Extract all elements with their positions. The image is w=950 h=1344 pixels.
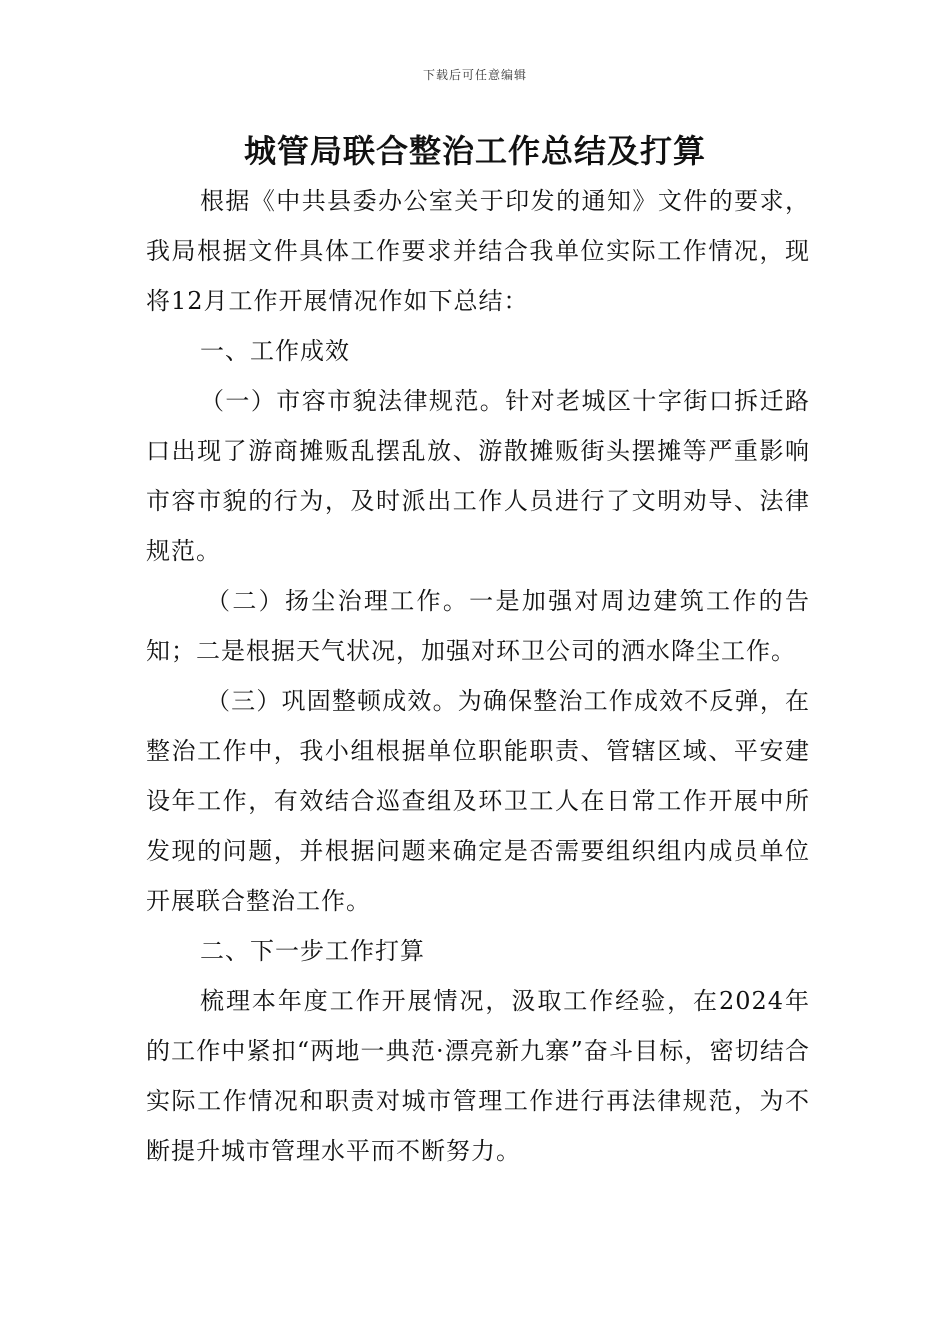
paragraph-market-regulation: （一）市容市貌法律规范。针对老城区十字街口拆迁路口出现了游商摊贩乱摆乱放、游散摊贩街头摆摊等严重影响市容市貌的行为，及时派出工作人员进行了文明劝导、法律规范。 xyxy=(146,387,810,565)
intro-paragraph: 根据《中共县委办公室关于印发的通知》文件的要求，我局根据文件具体工作要求并结合我单位实际工作情况，现将12月工作开展情况作如下总结： xyxy=(146,187,810,315)
section-heading-next-steps: 二、下一步工作打算 xyxy=(200,937,425,965)
paragraph-next-year-plan: 梳理本年度工作开展情况，汲取工作经验，在2024年的工作中紧扣“两地一典范·漂亮新九寨”奋斗目标，密切结合实际工作情况和职责对城市管理工作进行再法律规范，为不断提升城市管理水平而不断努力。 xyxy=(146,987,810,1165)
paragraph-consolidation: （三）巩固整顿成效。为确保整治工作成效不反弹，在整治工作中，我小组根据单位职能职责、管辖区域、平安建设年工作，有效结合巡查组及环卫工人在日常工作开展中所发现的问题，并根据问题来确定是否需要组织组内成员单位开展联合整治工作。 xyxy=(146,687,810,915)
document-body xyxy=(146,176,810,1176)
header-note: 下载后可任意编辑 xyxy=(422,68,527,82)
section-heading-results: 一、工作成效 xyxy=(200,337,350,365)
document-title: 城管局联合整治工作总结及打算 xyxy=(243,132,706,170)
paragraph-dust-control: （二）扬尘治理工作。一是加强对周边建筑工作的告知；二是根据天气状况，加强对环卫公司的洒水降尘工作。 xyxy=(146,587,810,665)
